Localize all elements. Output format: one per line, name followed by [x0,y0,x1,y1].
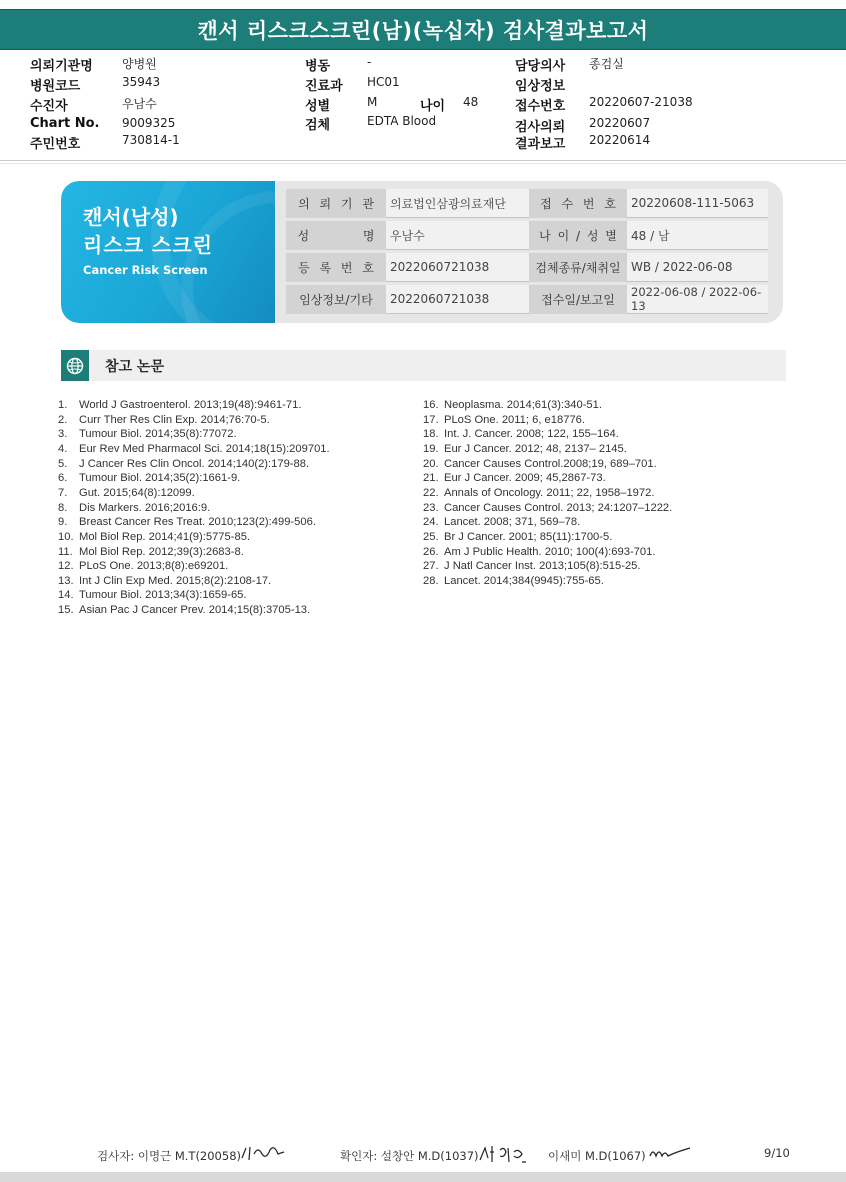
info-label: 나 이 / 성 별 [529,221,627,250]
info-row [286,189,768,218]
reference-text: Tumour Biol. 2013;34(3):1659-65. [79,589,247,602]
reference-text: Breast Cancer Res Treat. 2010;123(2):499-506. [79,516,316,529]
header-value: M [367,95,378,109]
header-value: 35943 [122,75,161,89]
doctor2-text: 이새미 M.D(1067) [548,1149,646,1163]
reference-number: 17. [423,413,439,426]
info-value: 20220608-111-5063 [627,189,768,218]
header-value: 730814-1 [122,133,180,147]
info-value: 의료법인삼광의료재단 [386,189,529,218]
section-title: 참고 논문 [105,359,164,375]
signature-icon [478,1142,528,1166]
reference-number: 15. [58,604,74,617]
reference-number: 25. [423,530,439,543]
signature-icon [648,1142,692,1164]
patient-info-card [61,181,783,323]
reference-number: 16. [423,399,439,411]
reference-number: 10. [58,530,74,543]
info-row [286,253,768,282]
reference-text: Eur Rev Med Pharmacol Sci. 2014;18(15):209701. [79,442,330,455]
reference-text: Lancet. 2014;384(9945):755-65. [444,574,604,587]
info-value: 48 / 남 [627,221,768,250]
header-value: HC01 [367,75,400,89]
signature-icon [240,1142,290,1164]
info-label: 성 명 [286,221,386,250]
reference-text: Int J Clin Exp Med. 2015;8(2):2108-17. [79,574,272,587]
globe-icon [61,350,89,381]
reference-text: Mol Biol Rep. 2014;41(9):5775-85. [79,530,251,543]
info-label: 등 록 번 호 [286,253,386,282]
reference-text: Curr Ther Res Clin Exp. 2014;76:70-5. [79,413,270,426]
info-label: 임상정보/기타 [286,285,386,314]
header-label: 병동 [305,59,331,74]
report-title-bar [0,9,846,50]
reference-text: PLoS One. 2013;8(8):e69201. [79,560,229,573]
reference-number: 26. [423,545,439,558]
reference-text: Annals of Oncology. 2011; 22, 1958–1972. [444,486,655,499]
reference-text: PLoS One. 2011; 6, e18776. [444,413,585,426]
reference-number: 19. [423,442,439,455]
references-section-header [61,350,786,381]
reference-number: 2. [58,413,68,426]
reference-number: 8. [58,501,68,514]
reference-number: 3. [58,428,68,441]
tester-text: 검사자: 이명근 M.T(20058) [97,1149,241,1163]
header-value: 종검실 [589,57,624,71]
reference-text: Mol Biol Rep. 2012;39(3):2683-8. [79,545,244,558]
header-label: 성별 [305,99,331,114]
reference-number: 5. [58,457,68,470]
reference-number: 7. [58,486,68,499]
reference-text: Asian Pac J Cancer Prev. 2014;15(8):3705-13. [79,604,311,617]
footer-doctor2 [548,1148,646,1164]
reference-number: 4. [58,442,68,455]
reference-number: 11. [58,545,73,558]
reference-text: Eur J Cancer. 2012; 48, 2137– 2145. [444,442,627,455]
header-divider [0,163,846,164]
reference-text: Gut. 2015;64(8):12099. [79,486,195,499]
confirmer-text: 확인자: 설창안 M.D(1037) [340,1149,479,1163]
header-label: 접수번호 [515,99,566,114]
info-value: 우남수 [386,221,529,250]
header-value: 9009325 [122,116,176,130]
header-value: EDTA Blood [367,114,437,128]
reference-text: J Cancer Res Clin Oncol. 2014;140(2):179-88. [79,457,310,470]
header-label: 결과보고 [515,137,566,152]
reference-text: Lancet. 2008; 371, 569–78. [444,516,581,529]
product-banner [61,181,275,323]
banner-title-line2: 리스크 스크린 [83,233,213,257]
banner-subtitle: Cancer Risk Screen [83,263,208,277]
header-label: 주민번호 [30,137,81,152]
header-value: 양병원 [122,57,157,71]
header-label: 검체 [305,118,331,133]
header-value: 20220607 [589,116,651,130]
header-value: 우남수 [122,97,157,111]
reference-number: 18. [423,428,439,441]
age-value: 48 [463,95,479,109]
info-label: 검체종류/채취일 [529,253,627,282]
reference-number: 1. [58,399,68,411]
info-value: 2022-06-08 / 2022-06-13 [627,285,768,314]
info-label: 접 수 번 호 [529,189,627,218]
header-label: 임상정보 [515,79,566,94]
header-value: 20220614 [589,133,651,147]
reference-text: Am J Public Health. 2010; 100(4):693-701. [444,545,656,558]
banner-title-line1: 캔서(남성) [83,205,179,229]
reference-number: 13. [58,574,74,587]
reference-text: J Natl Cancer Inst. 2013;105(8):515-25. [444,560,641,573]
info-value: 2022060721038 [386,253,529,282]
reference-text: Cancer Causes Control.2008;19, 689–701. [444,457,657,470]
reference-text: Eur J Cancer. 2009; 45,2867-73. [444,472,606,485]
reference-text: Tumour Biol. 2014;35(2):1661-9. [79,472,241,485]
header-label: 진료과 [305,79,343,94]
header-label: 수진자 [30,99,68,114]
reference-text: Br J Cancer. 2001; 85(11):1700-5. [444,530,613,543]
reference-number: 27. [423,560,439,573]
reference-number: 28. [423,574,439,587]
reference-number: 9. [58,516,68,529]
reference-text: Cancer Causes Control. 2013; 24:1207–1222. [444,501,673,514]
header-label: 검사의뢰 [515,120,566,135]
footer-confirmer [340,1148,479,1164]
reference-number: 14. [58,589,74,602]
header-divider [0,160,846,161]
info-label: 의 뢰 기 관 [286,189,386,218]
reference-number: 12. [58,560,74,573]
reference-number: 24. [423,516,439,529]
info-value: WB / 2022-06-08 [627,253,768,282]
reference-text: Int. J. Cancer. 2008; 122, 155–164. [444,428,619,441]
info-row [286,221,768,250]
header-value: 20220607-21038 [589,95,693,109]
footer-tester [97,1148,241,1164]
reference-number: 23. [423,501,439,514]
header-label: Chart No. [30,116,100,131]
reference-number: 21. [423,472,439,485]
reference-text: Tumour Biol. 2014;35(8):77072. [79,428,237,441]
reference-number: 22. [423,486,439,499]
reference-number: 6. [58,472,68,485]
header-label: 담당의사 [515,59,566,74]
header-label: 의뢰기관명 [30,59,93,74]
info-value: 2022060721038 [386,285,529,314]
reference-text: World J Gastroenterol. 2013;19(48):9461-71. [79,399,302,411]
reference-text: Dis Markers. 2016;2016:9. [79,501,211,514]
reference-text: Neoplasma. 2014;61(3):340-51. [444,399,602,411]
header-value: - [367,55,372,69]
reference-number: 20. [423,457,439,470]
header-label: 병원코드 [30,79,81,94]
report-title: 캔서 리스크스크린(남)(녹십자) 검사결과보고서 [197,18,649,43]
bottom-band [0,1172,846,1182]
page-number: 9/10 [764,1146,790,1160]
age-label: 나이 [420,99,446,114]
info-label: 접수일/보고일 [529,285,627,314]
info-row [286,285,768,314]
